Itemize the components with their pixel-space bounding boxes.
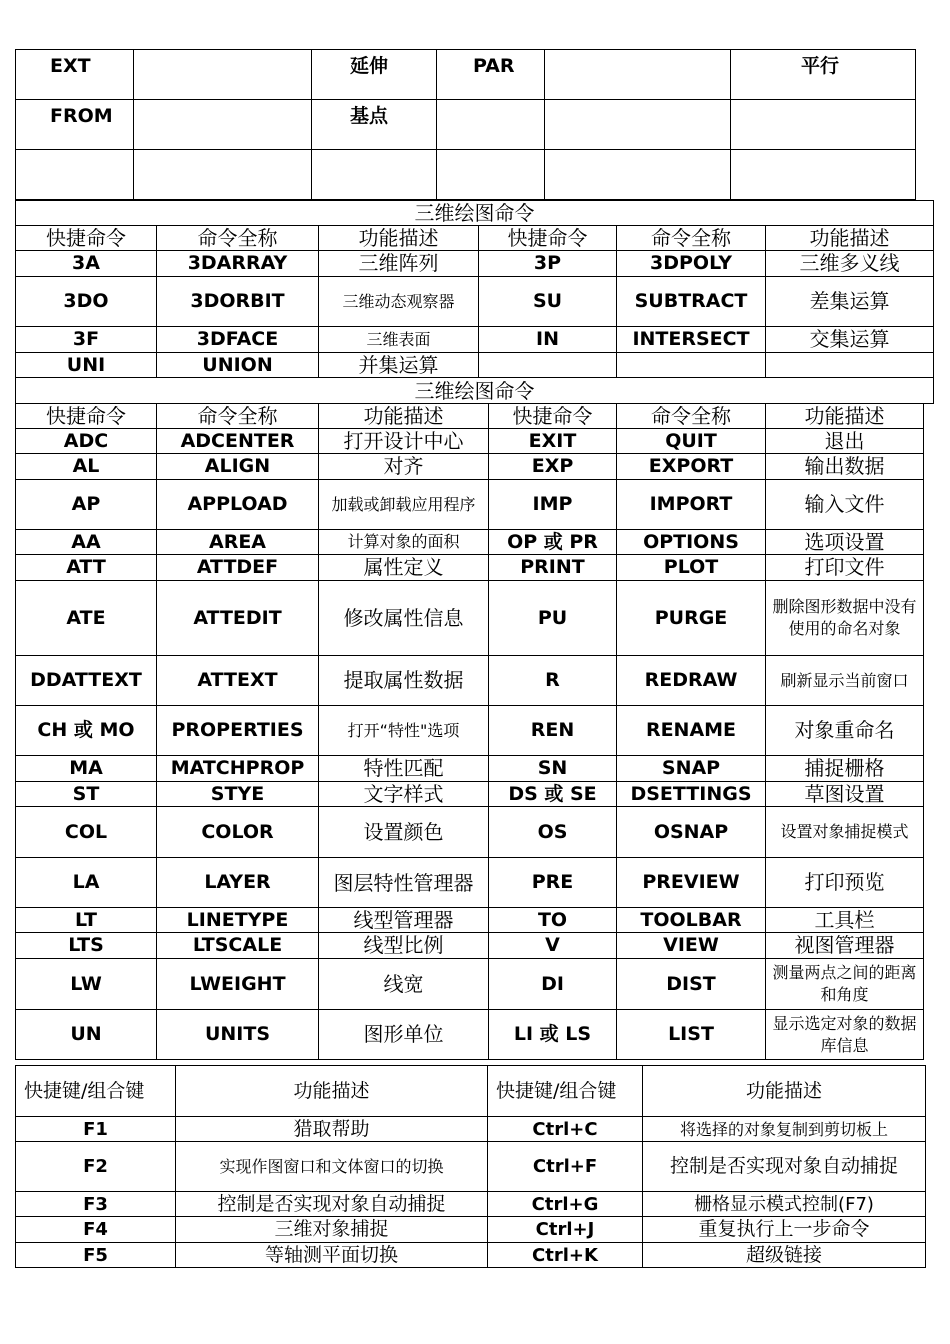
table-cell: 输入文件 bbox=[766, 480, 924, 530]
table-row bbox=[16, 201, 934, 226]
table-cell: DS 或 SE bbox=[489, 782, 617, 807]
table-row bbox=[16, 150, 916, 200]
table-cell: AL bbox=[16, 454, 157, 480]
table-cell: V bbox=[489, 933, 617, 959]
table-cell: RENAME bbox=[617, 706, 766, 756]
table-cell: 三维动态观察器 bbox=[319, 277, 479, 327]
table-row bbox=[16, 251, 934, 277]
table-cell bbox=[134, 150, 312, 200]
table-cell: 三维对象捕捉 bbox=[176, 1217, 488, 1243]
table-row bbox=[16, 807, 934, 858]
table-row bbox=[16, 480, 934, 530]
table-cell: LAYER bbox=[157, 858, 319, 908]
table-cell: AP bbox=[16, 480, 157, 530]
table-cell: 将选择的对象复制到剪切板上 bbox=[643, 1117, 926, 1142]
table-cell: SN bbox=[489, 756, 617, 782]
table-cell: PRINT bbox=[489, 555, 617, 581]
table-cell: 刷新显示当前窗口 bbox=[766, 656, 924, 706]
table-cell: ATTEDIT bbox=[157, 581, 319, 656]
table-cell: 3DORBIT bbox=[157, 277, 319, 327]
table-cell: LTS bbox=[16, 933, 157, 959]
table-cell: 特性匹配 bbox=[319, 756, 489, 782]
table-cell: F3 bbox=[16, 1192, 176, 1217]
table-cell: 实现作图窗口和文体窗口的切换 bbox=[176, 1142, 488, 1192]
column-header: 功能描述 bbox=[319, 226, 479, 251]
table-cell: 3DARRAY bbox=[157, 251, 319, 277]
table-cell: ATTEXT bbox=[157, 656, 319, 706]
column-header: 命令全称 bbox=[617, 226, 766, 251]
table-cell: FROM bbox=[16, 100, 134, 150]
table-cell: EXIT bbox=[489, 429, 617, 454]
table-cell: 文字样式 bbox=[319, 782, 489, 807]
table-cell: 三维多义线 bbox=[766, 251, 934, 277]
table-cell: REDRAW bbox=[617, 656, 766, 706]
table-cell: LA bbox=[16, 858, 157, 908]
table-cell: COLOR bbox=[157, 807, 319, 858]
table-cell: COL bbox=[16, 807, 157, 858]
table-cell: Ctrl+J bbox=[488, 1217, 643, 1243]
table-cell: UNITS bbox=[157, 1010, 319, 1060]
table-header-row bbox=[16, 1066, 926, 1117]
table-cell bbox=[479, 353, 617, 378]
table-row bbox=[16, 908, 934, 933]
table-cell bbox=[134, 100, 312, 150]
table-row bbox=[16, 530, 934, 555]
table-cell: TOOLBAR bbox=[617, 908, 766, 933]
table-cell: Ctrl+K bbox=[488, 1243, 643, 1268]
table-cell: 设置颜色 bbox=[319, 807, 489, 858]
table-cell: SU bbox=[479, 277, 617, 327]
table-cell: CH 或 MO bbox=[16, 706, 157, 756]
table-cell: OSNAP bbox=[617, 807, 766, 858]
table-cell: ATTDEF bbox=[157, 555, 319, 581]
column-header: 功能描述 bbox=[176, 1066, 488, 1117]
table-cell: ATE bbox=[16, 581, 157, 656]
table-cell: 退出 bbox=[766, 429, 924, 454]
table-row bbox=[16, 706, 934, 756]
table-cell: 平行 bbox=[731, 50, 916, 100]
table-cell: 视图管理器 bbox=[766, 933, 924, 959]
table-cell: 计算对象的面积 bbox=[319, 530, 489, 555]
table-cell: EXT bbox=[16, 50, 134, 100]
table-cell: IMPORT bbox=[617, 480, 766, 530]
table-cell: Ctrl+F bbox=[488, 1142, 643, 1192]
table-cell: ATT bbox=[16, 555, 157, 581]
table-cell: PU bbox=[489, 581, 617, 656]
table-cell: 提取属性数据 bbox=[319, 656, 489, 706]
table-row bbox=[16, 756, 934, 782]
table-header-row bbox=[16, 226, 934, 251]
table-cell: 草图设置 bbox=[766, 782, 924, 807]
table-row bbox=[16, 858, 934, 908]
column-header: 快捷命令 bbox=[479, 226, 617, 251]
column-header: 功能描述 bbox=[766, 404, 924, 429]
column-header: 快捷命令 bbox=[16, 404, 157, 429]
table-cell: SUBTRACT bbox=[617, 277, 766, 327]
table-cell: 超级链接 bbox=[643, 1243, 926, 1268]
table-cell: PURGE bbox=[617, 581, 766, 656]
table-cell: Ctrl+C bbox=[488, 1117, 643, 1142]
table-row bbox=[16, 429, 934, 454]
table-row bbox=[16, 378, 934, 404]
table-row bbox=[16, 1192, 926, 1217]
table-cell: 交集运算 bbox=[766, 327, 934, 353]
table-cell: MA bbox=[16, 756, 157, 782]
table-row bbox=[16, 581, 934, 656]
table-cell bbox=[134, 50, 312, 100]
table-cell: PLOT bbox=[617, 555, 766, 581]
table-cell: LI 或 LS bbox=[489, 1010, 617, 1060]
table-row bbox=[16, 454, 934, 480]
column-header: 命令全称 bbox=[617, 404, 766, 429]
table-cell: EXP bbox=[489, 454, 617, 480]
table-cell: 3DFACE bbox=[157, 327, 319, 353]
table-cell: 控制是否实现对象自动捕捉 bbox=[643, 1142, 926, 1192]
table-row bbox=[16, 959, 934, 1010]
table-cell: 选项设置 bbox=[766, 530, 924, 555]
table-cell: 重复执行上一步命令 bbox=[643, 1217, 926, 1243]
table-cell: ALIGN bbox=[157, 454, 319, 480]
table-cell bbox=[312, 150, 437, 200]
table-cell: APPLOAD bbox=[157, 480, 319, 530]
table-cell: VIEW bbox=[617, 933, 766, 959]
table-cell: 线型比例 bbox=[319, 933, 489, 959]
table-cell: 3P bbox=[479, 251, 617, 277]
table-cell: ADCENTER bbox=[157, 429, 319, 454]
table-row bbox=[16, 933, 934, 959]
table-row bbox=[16, 656, 934, 706]
table-cell: 差集运算 bbox=[766, 277, 934, 327]
table-cell: 显示选定对象的数据库信息 bbox=[766, 1010, 924, 1060]
table-cell bbox=[731, 100, 916, 150]
table-cell: 线型管理器 bbox=[319, 908, 489, 933]
column-header: 快捷键/组合键 bbox=[16, 1066, 176, 1117]
table-cell: OS bbox=[489, 807, 617, 858]
table-cell bbox=[545, 100, 731, 150]
table-cell: 加载或卸载应用程序 bbox=[319, 480, 489, 530]
table-cell: UN bbox=[16, 1010, 157, 1060]
table-cell: 捕捉栅格 bbox=[766, 756, 924, 782]
table-cell: QUIT bbox=[617, 429, 766, 454]
table-cell: LW bbox=[16, 959, 157, 1010]
table-cell: OP 或 PR bbox=[489, 530, 617, 555]
section1-table bbox=[15, 200, 934, 378]
column-header: 快捷键/组合键 bbox=[488, 1066, 643, 1117]
table-cell: 3DPOLY bbox=[617, 251, 766, 277]
table-cell: DI bbox=[489, 959, 617, 1010]
table-cell: INTERSECT bbox=[617, 327, 766, 353]
table-cell: 属性定义 bbox=[319, 555, 489, 581]
table-cell bbox=[731, 150, 916, 200]
table-cell: 3DO bbox=[16, 277, 157, 327]
table-cell: 对齐 bbox=[319, 454, 489, 480]
table-cell bbox=[437, 150, 545, 200]
table-cell: 打印预览 bbox=[766, 858, 924, 908]
table-cell: UNI bbox=[16, 353, 157, 378]
table-cell: AA bbox=[16, 530, 157, 555]
table-cell bbox=[16, 150, 134, 200]
column-header: 功能描述 bbox=[319, 404, 489, 429]
table-row bbox=[16, 1243, 926, 1268]
table-cell: LTSCALE bbox=[157, 933, 319, 959]
top-table bbox=[15, 49, 916, 200]
table-cell: EXPORT bbox=[617, 454, 766, 480]
table-cell: ST bbox=[16, 782, 157, 807]
table-cell: PREVIEW bbox=[617, 858, 766, 908]
table-cell: F4 bbox=[16, 1217, 176, 1243]
table-cell: F1 bbox=[16, 1117, 176, 1142]
table-cell: IN bbox=[479, 327, 617, 353]
table-cell: Ctrl+G bbox=[488, 1192, 643, 1217]
section1-title: 三维绘图命令 bbox=[16, 201, 934, 226]
table-cell: 3F bbox=[16, 327, 157, 353]
table-cell: 打印文件 bbox=[766, 555, 924, 581]
table-cell: LWEIGHT bbox=[157, 959, 319, 1010]
table-cell: 图形单位 bbox=[319, 1010, 489, 1060]
section2-title: 三维绘图命令 bbox=[16, 378, 934, 404]
table-cell: 打开设计中心 bbox=[319, 429, 489, 454]
table-cell bbox=[545, 50, 731, 100]
column-header: 快捷命令 bbox=[16, 226, 157, 251]
table-cell: 三维表面 bbox=[319, 327, 479, 353]
table-cell: 对象重命名 bbox=[766, 706, 924, 756]
table-cell: PRE bbox=[489, 858, 617, 908]
table-header-row bbox=[16, 404, 934, 429]
table-cell: 基点 bbox=[312, 100, 437, 150]
table-cell: PROPERTIES bbox=[157, 706, 319, 756]
table-cell: 设置对象捕捉模式 bbox=[766, 807, 924, 858]
table-cell: 工具栏 bbox=[766, 908, 924, 933]
table-cell: MATCHPROP bbox=[157, 756, 319, 782]
table-cell: 3A bbox=[16, 251, 157, 277]
table-cell: 图层特性管理器 bbox=[319, 858, 489, 908]
table-cell bbox=[617, 353, 766, 378]
table-cell: 猎取帮助 bbox=[176, 1117, 488, 1142]
column-header: 命令全称 bbox=[157, 404, 319, 429]
table-cell: REN bbox=[489, 706, 617, 756]
table-cell: AREA bbox=[157, 530, 319, 555]
table-cell: 三维阵列 bbox=[319, 251, 479, 277]
table-cell: ADC bbox=[16, 429, 157, 454]
table-cell: LIST bbox=[617, 1010, 766, 1060]
table-cell: 打开“特性"选项 bbox=[319, 706, 489, 756]
table-row bbox=[16, 1217, 926, 1243]
table-row bbox=[16, 353, 934, 378]
table-row bbox=[16, 100, 916, 150]
table-cell: SNAP bbox=[617, 756, 766, 782]
table-row bbox=[16, 1117, 926, 1142]
table-row bbox=[16, 555, 934, 581]
shortcut-table bbox=[15, 1065, 926, 1268]
table-cell: 等轴测平面切换 bbox=[176, 1243, 488, 1268]
table-cell: LINETYPE bbox=[157, 908, 319, 933]
table-cell: 测量两点之间的距离和角度 bbox=[766, 959, 924, 1010]
table-row bbox=[16, 327, 934, 353]
column-header: 命令全称 bbox=[157, 226, 319, 251]
table-cell: TO bbox=[489, 908, 617, 933]
table-row bbox=[16, 782, 934, 807]
table-cell: F5 bbox=[16, 1243, 176, 1268]
table-cell: OPTIONS bbox=[617, 530, 766, 555]
table-cell: 修改属性信息 bbox=[319, 581, 489, 656]
table-cell: 控制是否实现对象自动捕捉 bbox=[176, 1192, 488, 1217]
column-header: 功能描述 bbox=[643, 1066, 926, 1117]
column-header: 快捷命令 bbox=[489, 404, 617, 429]
table-cell bbox=[545, 150, 731, 200]
table-cell: 删除图形数据中没有使用的命名对象 bbox=[766, 581, 924, 656]
table-cell: LT bbox=[16, 908, 157, 933]
table-cell: 延伸 bbox=[312, 50, 437, 100]
table-cell: 输出数据 bbox=[766, 454, 924, 480]
section2-table bbox=[15, 377, 934, 1060]
table-cell: DIST bbox=[617, 959, 766, 1010]
table-cell: R bbox=[489, 656, 617, 706]
table-cell bbox=[766, 353, 934, 378]
table-cell: PAR bbox=[437, 50, 545, 100]
table-row bbox=[16, 277, 934, 327]
table-cell: DSETTINGS bbox=[617, 782, 766, 807]
table-cell bbox=[437, 100, 545, 150]
table-row bbox=[16, 50, 916, 100]
table-cell: 线宽 bbox=[319, 959, 489, 1010]
table-cell: 栅格显示模式控制(F7) bbox=[643, 1192, 926, 1217]
column-header: 功能描述 bbox=[766, 226, 934, 251]
table-cell: IMP bbox=[489, 480, 617, 530]
table-row bbox=[16, 1142, 926, 1192]
table-cell: 并集运算 bbox=[319, 353, 479, 378]
table-cell: F2 bbox=[16, 1142, 176, 1192]
table-cell: UNION bbox=[157, 353, 319, 378]
table-cell: STYE bbox=[157, 782, 319, 807]
table-cell: DDATTEXT bbox=[16, 656, 157, 706]
table-row bbox=[16, 1010, 934, 1060]
